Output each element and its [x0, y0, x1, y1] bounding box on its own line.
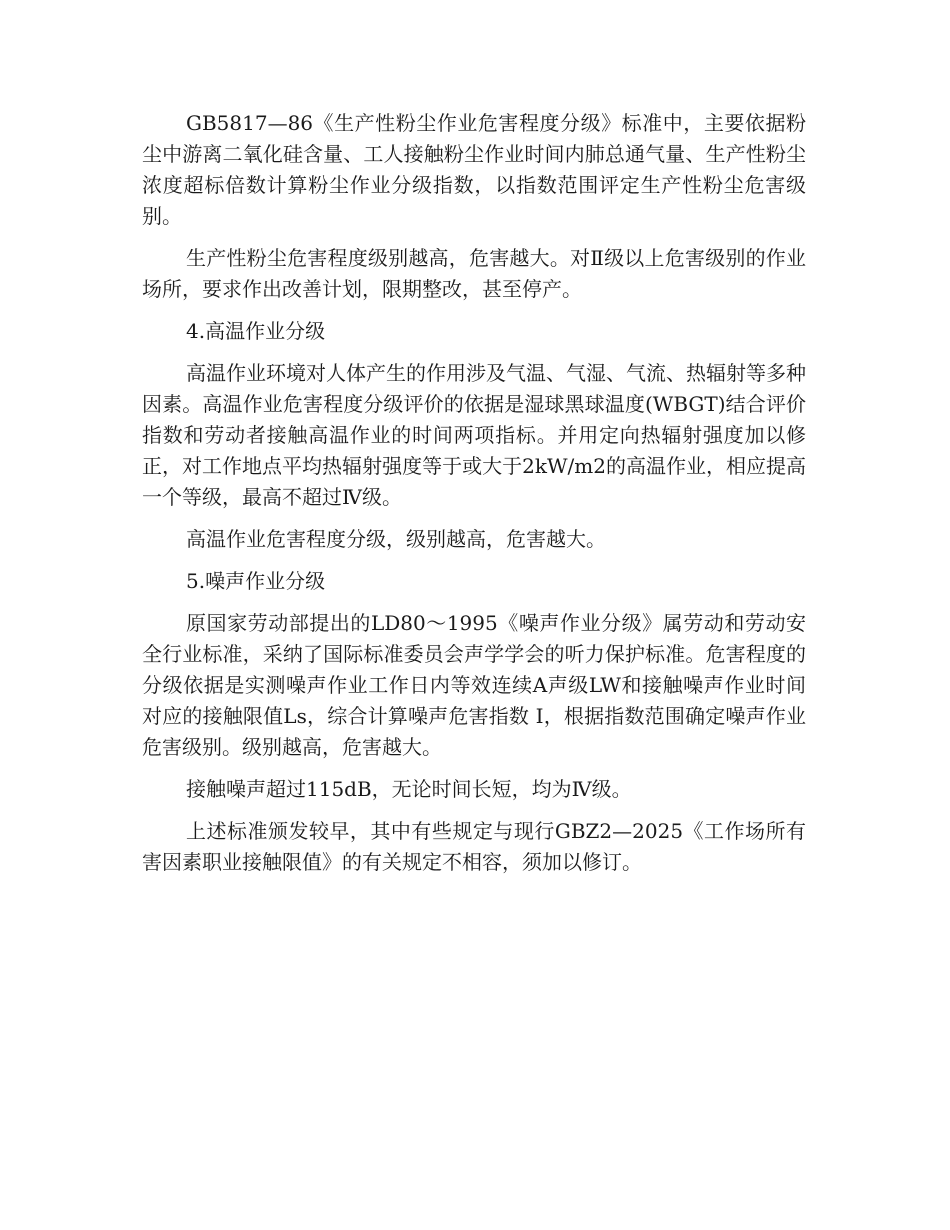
document-body — [142, 108, 806, 889]
paragraph-dust-level: 生产性粉尘危害程度级别越高，危害越大。对Ⅱ级以上危害级别的作业场所，要求作出改善计划，限期整改，甚至停产。 — [142, 246, 806, 301]
paragraph-high-temperature-level: 高温作业危害程度分级，级别越高，危害越大。 — [186, 527, 606, 551]
paragraph-dust-standard: GB5817—86《生产性粉尘作业危害程度分级》标准中，主要依据粉尘中游离二氧化硅含量、工人接触粉尘作业时间内肺总通气量、生产性粉尘浓度超标倍数计算粉尘作业分级指数，以指数范围评定生产性粉尘危害级别。 — [142, 111, 806, 228]
paragraph-standard-revision: 上述标准颁发较早，其中有些规定与现行GBZ2—2025《工作场所有害因素职业接触限值》的有关规定不相容，须加以修订。 — [142, 819, 806, 874]
paragraph-noise-standard: 原国家劳动部提出的LD80～1995《噪声作业分级》属劳动和劳动安全行业标准，采纳了国际标准委员会声学学会的听力保护标准。危害程度的分级依据是实测噪声作业工作日内等效连续A声级LW和接触噪声作业时间对应的接触限值Ls，综合计算噪声危害指数 I，根据指数范围确定噪声作业危害级别。级别越高，危害越大。 — [142, 611, 806, 759]
paragraph-noise-limit: 接触噪声超过115dB，无论时间长短，均为Ⅳ级。 — [186, 777, 632, 801]
heading-high-temperature: 4.高温作业分级 — [186, 319, 326, 343]
paragraph-high-temperature-factors: 高温作业环境对人体产生的作用涉及气温、气湿、气流、热辐射等多种因素。高温作业危害程度分级评价的依据是湿球黑球温度(WBGT)结合评价指数和劳动者接触高温作业的时间两项指标。并用定向热辐射强度加以修正，对工作地点平均热辐射强度等于或大于2kW/m2的高温作业，相应提高一个等级，最高不超过Ⅳ级。 — [142, 361, 806, 509]
heading-noise: 5.噪声作业分级 — [186, 569, 326, 593]
